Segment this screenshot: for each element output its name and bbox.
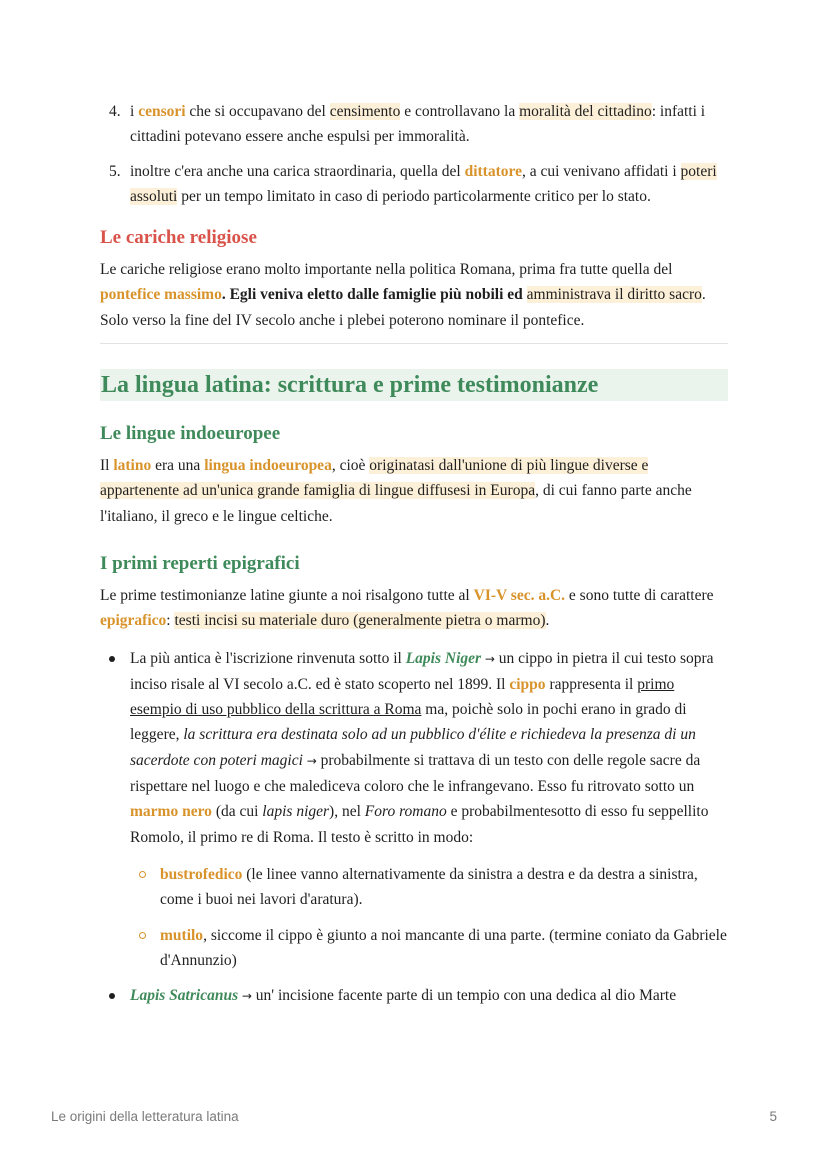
term-cippo: cippo (509, 675, 546, 693)
heading-reperti-epigrafici: I primi reperti epigrafici (100, 552, 300, 574)
text-run: (le linee vanno alternativamente da sinistra a destra e da destra a sinistra, come i buoi nei lavori d'aratura). (160, 865, 698, 909)
term-marmo-nero: marmo nero (130, 803, 212, 821)
bullet-dot-icon (109, 656, 115, 662)
text-run: La più antica è l'iscrizione rinvenuta sotto il (130, 649, 406, 667)
term-secolo: VI-V sec. a.C. (473, 586, 566, 604)
highlight-originatasi: originatasi dall'unione di più lingue diverse e appartenente ad un'unica grande famiglia di lingue diffusesi in Europa (100, 457, 649, 500)
text-run: e controllavano la (400, 103, 520, 120)
term-censori: censori (138, 103, 186, 120)
arrow-icon: → (302, 753, 321, 768)
bullet-list (100, 646, 728, 1010)
bullet-item-lapis-niger (100, 646, 728, 974)
term-dittatore: dittatore (464, 162, 522, 180)
text-run: Le cariche religiose erano molto importante nella politica Romana, prima fra tutte quella del (100, 261, 673, 279)
term-bustrofedico: bustrofedico (160, 865, 243, 883)
text-run: rappresenta il (545, 675, 638, 693)
text-run: , di cui fanno parte anche l'italiano, il greco e le lingue celtiche. (100, 482, 692, 525)
text-run: . Egli veniva eletto dalle famiglie più nobili ed (221, 286, 527, 304)
text-run: i (130, 103, 139, 120)
heading-cariche-religiose: Le cariche religiose (100, 227, 257, 249)
underlined-primo-esempio: primo esempio di uso pubblico della scrittura a Roma (130, 675, 675, 719)
term-epigrafico: epigrafico (100, 612, 167, 630)
list-item (100, 159, 728, 210)
arrow-icon: → (481, 651, 499, 666)
heading-lingua-latina: La lingua latina: scrittura e prime testimonianze (100, 369, 728, 401)
text-run: , siccome il cippo è giunto a noi mancante di una parte. (termine coniato da Gabriele d'Annunzio) (160, 926, 727, 969)
text-run: e sono tutte di carattere (565, 586, 714, 604)
paragraph-religiose (100, 257, 728, 333)
sub-list-item (130, 923, 728, 974)
arrow-icon: → (238, 989, 256, 1004)
circle-bullet-icon (139, 871, 146, 878)
sub-list-item (130, 862, 728, 913)
sub-list (130, 862, 728, 973)
paragraph-reperti (100, 583, 728, 634)
list-item (100, 99, 728, 150)
text-run: ), nel (329, 803, 365, 821)
list-number: 4. (109, 103, 121, 120)
text-run: inoltre c'era anche una carica straordinaria, quella del (130, 162, 465, 180)
bullet-item-lapis-satricanus (100, 983, 728, 1009)
text-run: che si occupavano del (185, 103, 330, 120)
highlight-amministrava: amministrava il diritto sacro (526, 286, 702, 304)
italic-foro-romano: Foro romano (364, 803, 447, 821)
text-run: Il (100, 457, 114, 475)
text-run: : (166, 612, 175, 630)
ordered-list (100, 99, 728, 209)
text-run: un cippo in pietra il cui testo sopra inciso risale al VI secolo a.C. ed è stato scoperto nel 1899. Il (130, 649, 714, 693)
term-latino: latino (113, 457, 152, 475)
page-content (100, 99, 728, 1019)
term-mutilo: mutilo (160, 926, 204, 944)
term-lingua-indoeuropea: lingua indoeuropea (204, 457, 332, 475)
highlight-poteri: poteri assoluti (130, 162, 717, 205)
footer-page-number: 5 (769, 1109, 777, 1124)
text-run: un' incisione facente parte di un tempio con una dedica al dio Marte (255, 987, 677, 1005)
term-lapis-niger: Lapis Niger (405, 649, 482, 667)
text-run: , cioè (331, 457, 370, 475)
highlight-testi: testi incisi su materiale duro (generalmente pietra o marmo) (174, 612, 546, 630)
text-run: . (545, 612, 550, 630)
term-pontefice: pontefice massimo (100, 286, 222, 304)
text-run: era una (151, 457, 205, 475)
italic-text: la scrittura era destinata solo ad un pubblico d'élite e richiedeva la presenza di un sacerdote con poteri magici (130, 726, 696, 769)
term-lapis-satricanus: Lapis Satricanus (130, 987, 239, 1005)
text-run: (da cui (211, 803, 263, 821)
list-number: 5. (109, 162, 121, 180)
italic-lapis-niger: lapis niger (262, 803, 330, 821)
footer-title: Le origini della letteratura latina (51, 1109, 239, 1124)
text-run: ma, poichè solo in pochi erano in grado di leggere, (130, 701, 687, 744)
section-divider (100, 343, 728, 344)
text-run: Le prime testimonianze latine giunte a noi risalgono tutte al (100, 586, 474, 604)
highlight-moralita: moralità del cittadino (519, 103, 652, 120)
text-run: . Solo verso la fine del IV secolo anche i plebei poterono nominare il pontefice. (100, 286, 706, 329)
bullet-dot-icon (109, 993, 115, 999)
circle-bullet-icon (139, 932, 146, 939)
paragraph-indoeuropee (100, 453, 728, 529)
text-run: : infatti i cittadini potevano essere anche espulsi per immoralità. (130, 103, 706, 146)
highlight-censimento: censimento (329, 103, 401, 120)
heading-lingue-indoeuropee: Le lingue indoeuropee (100, 423, 281, 445)
text-run: , a cui venivano affidati i (521, 162, 681, 180)
text-run: probabilmente si trattava di un testo con delle regole sacre da rispettare nel luogo e che malediceva coloro che le infrangevano. Esso fu ritrovato sotto un (130, 751, 701, 796)
text-run: e probabilmentesotto di esso fu seppellito Romolo, il primo re di Roma. Il testo è scritto in modo: (130, 803, 709, 846)
text-run: per un tempo limitato in caso di periodo particolarmente critico per lo stato. (177, 187, 651, 205)
